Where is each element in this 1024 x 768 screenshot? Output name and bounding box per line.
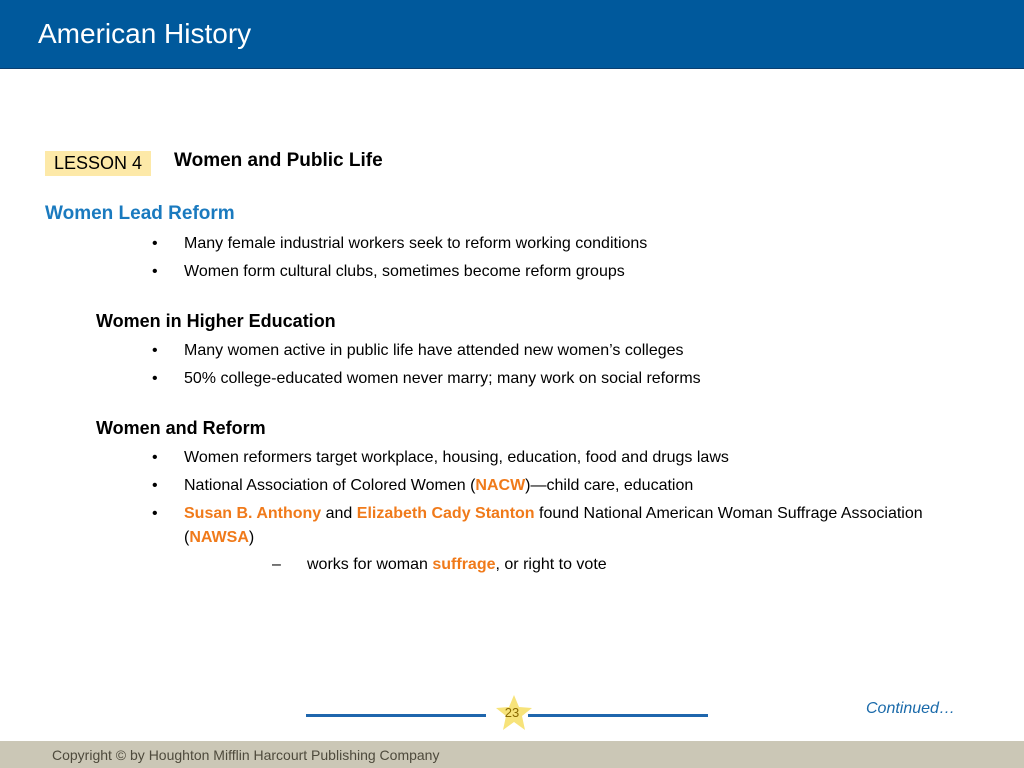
bullet-item-nacw xyxy=(184,474,924,498)
highlight-nawsa: NAWSA xyxy=(189,529,249,546)
highlight-elizabeth-cady-stanton: Elizabeth Cady Stanton xyxy=(356,505,535,522)
lesson-tag: LESSON 4 xyxy=(45,151,151,176)
app-title: American History xyxy=(38,18,252,49)
footer-bar xyxy=(0,741,1024,768)
bullet-item: 50% college-educated women never marry; many work on social reforms xyxy=(184,370,701,387)
continued-link[interactable]: Continued… xyxy=(866,700,955,717)
page-divider-right xyxy=(528,714,708,717)
section-heading-women-and-reform: Women and Reform xyxy=(96,418,266,438)
bullet-item: Many women active in public life have attended new women’s colleges xyxy=(184,342,684,359)
section-heading-women-lead-reform: Women Lead Reform xyxy=(45,203,235,224)
bullet-marker: • xyxy=(152,477,158,494)
dash-marker: – xyxy=(272,556,281,573)
page-divider-left xyxy=(306,714,486,717)
bullet-text: and xyxy=(321,505,357,522)
bullet-marker: • xyxy=(152,235,158,252)
highlight-nacw: NACW xyxy=(475,477,526,494)
bullet-item: Many female industrial workers seek to reform working conditions xyxy=(184,235,648,252)
header-bar xyxy=(0,0,1024,69)
bullet-item-nawsa xyxy=(184,502,924,550)
bullet-item: Women form cultural clubs, sometimes become reform groups xyxy=(184,263,625,280)
highlight-susan-b-anthony: Susan B. Anthony xyxy=(184,505,322,522)
bullet-text: National Association of Colored Women ( xyxy=(184,477,476,494)
sub-bullet-text: , or right to vote xyxy=(495,556,607,573)
highlight-suffrage: suffrage xyxy=(432,556,496,573)
bullet-marker: • xyxy=(152,370,158,387)
bullet-marker: • xyxy=(152,449,158,466)
bullet-item: Women reformers target workplace, housing, education, food and drugs laws xyxy=(184,449,729,466)
bullet-marker: • xyxy=(152,505,158,522)
copyright-text: Copyright © by Houghton Mifflin Harcourt Publishing Company xyxy=(52,747,440,763)
bullet-text: found National American Woman Suffrage Association ( xyxy=(184,505,923,546)
sub-bullet-item xyxy=(307,553,607,577)
bullet-marker: • xyxy=(152,342,158,359)
page-number: 23 xyxy=(504,705,520,720)
bullet-marker: • xyxy=(152,263,158,280)
bullet-text: )—child care, education xyxy=(525,477,694,494)
section-heading-higher-education: Women in Higher Education xyxy=(96,311,336,331)
sub-bullet-text: works for woman xyxy=(307,556,433,573)
lesson-title: Women and Public Life xyxy=(174,150,383,171)
bullet-text: ) xyxy=(248,529,255,546)
